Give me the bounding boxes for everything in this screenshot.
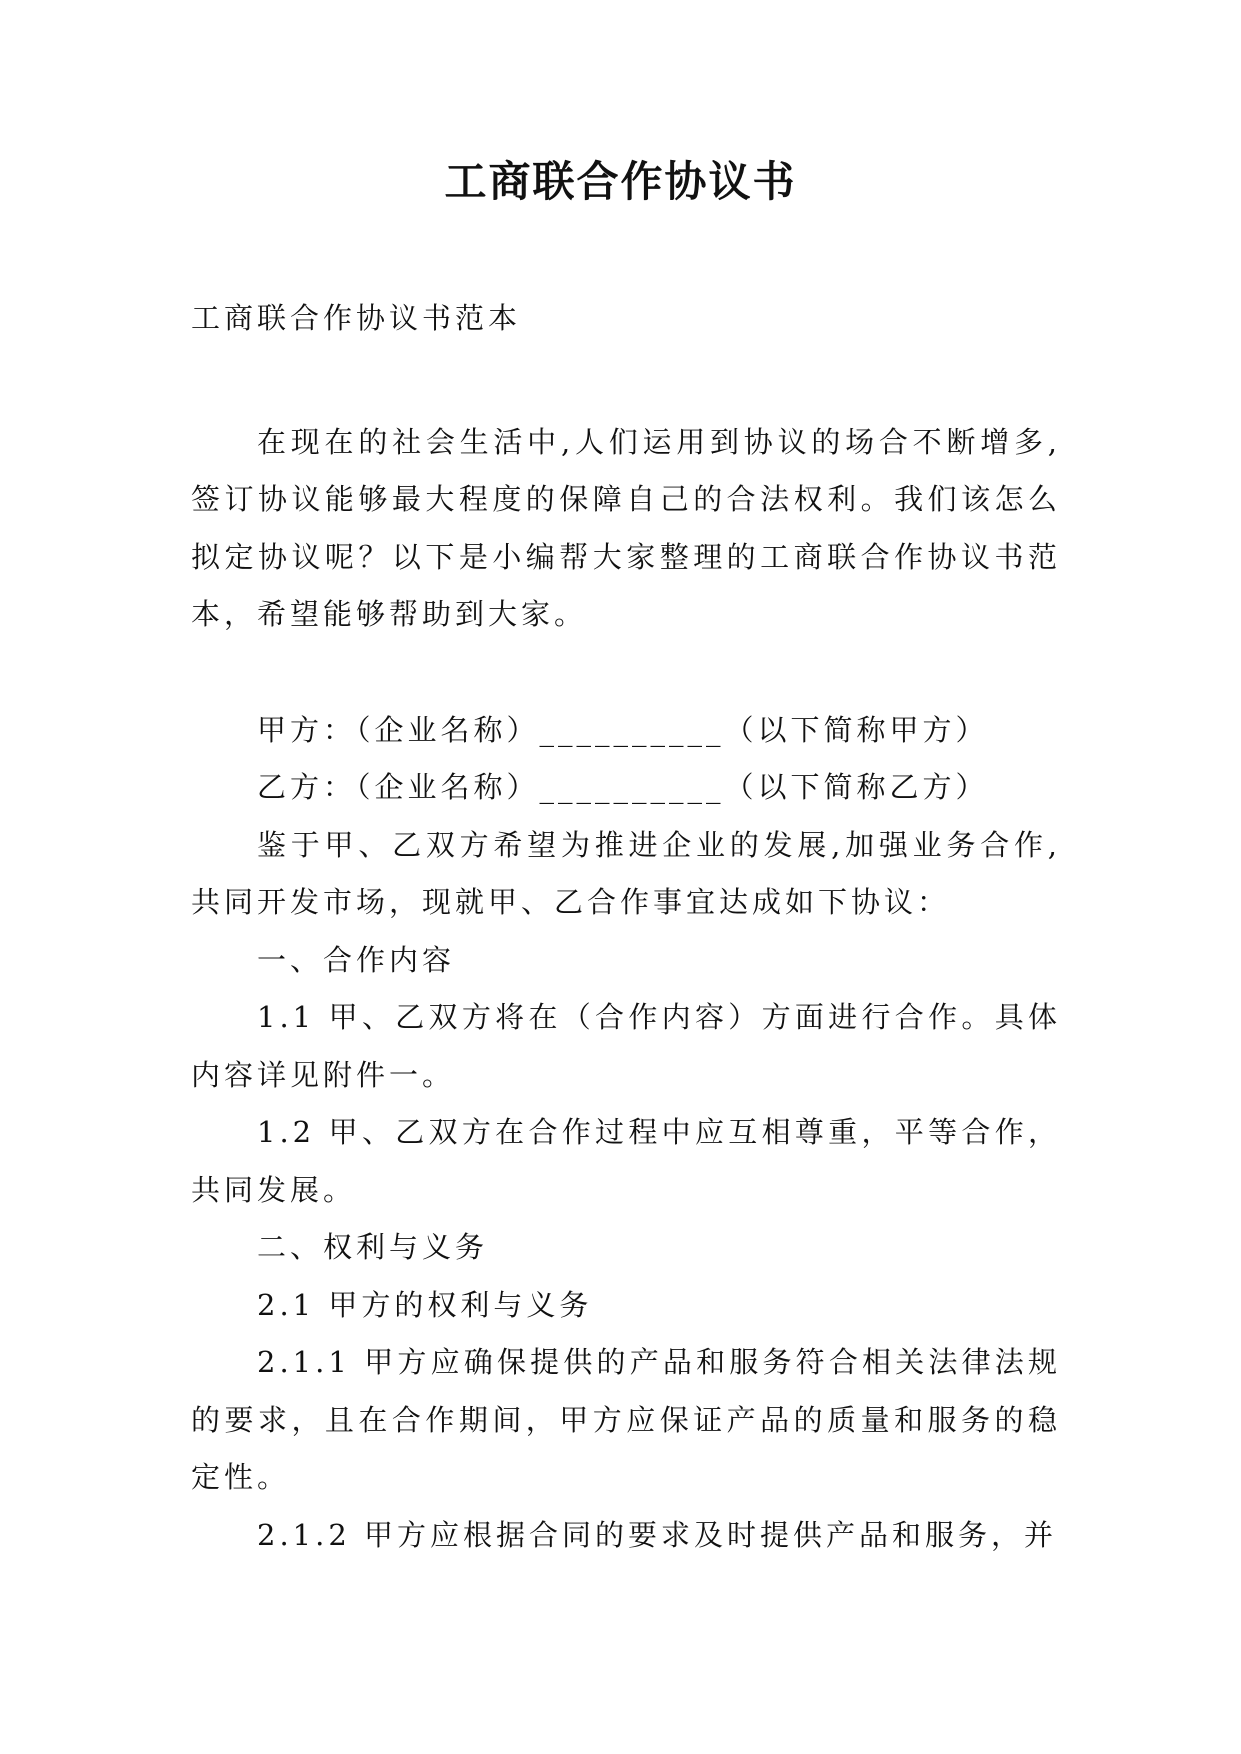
section-heading-1: 一、合作内容 — [257, 942, 456, 977]
clause-2-1-1: 2.1.1 甲方应确保提供的产品和服务符合相关法律法规的要求，且在合作期间，甲方应保证产品的质量和服务的稳定性。 — [191, 1345, 1061, 1494]
recital-paragraph: 鉴于甲、乙双方希望为推进企业的发展,加强业务合作,共同开发市场，现就甲、乙合作事宜达成如下协议： — [191, 827, 1061, 919]
document-body — [191, 290, 1061, 1564]
clause-2-1: 2.1 甲方的权利与义务 — [257, 1287, 593, 1322]
intro-paragraph: 在现在的社会生活中,人们运用到协议的场合不断增多,签订协议能够最大程度的保障自己的合法权利。我们该怎么拟定协议呢？以下是小编帮大家整理的工商联合作协议书范本，希望能够帮助到大家。 — [191, 424, 1061, 631]
party-a-line: 甲方：（企业名称）__________（以下简称甲方） — [257, 712, 989, 747]
document-title: 工商联合作协议书 — [444, 157, 797, 206]
clause-2-1-2: 2.1.2 甲方应根据合同的要求及时提供产品和服务，并 — [257, 1517, 1058, 1552]
document-subtitle: 工商联合作协议书范本 — [191, 301, 522, 335]
clause-1-1: 1.1 甲、乙双方将在（合作内容）方面进行合作。具体内容详见附件一。 — [191, 1000, 1061, 1092]
section-heading-2: 二、权利与义务 — [257, 1230, 489, 1264]
party-b-line: 乙方：（企业名称）__________（以下简称乙方） — [257, 770, 989, 804]
clause-1-2: 1.2 甲、乙双方在合作过程中应互相尊重，平等合作，共同发展。 — [191, 1115, 1061, 1207]
